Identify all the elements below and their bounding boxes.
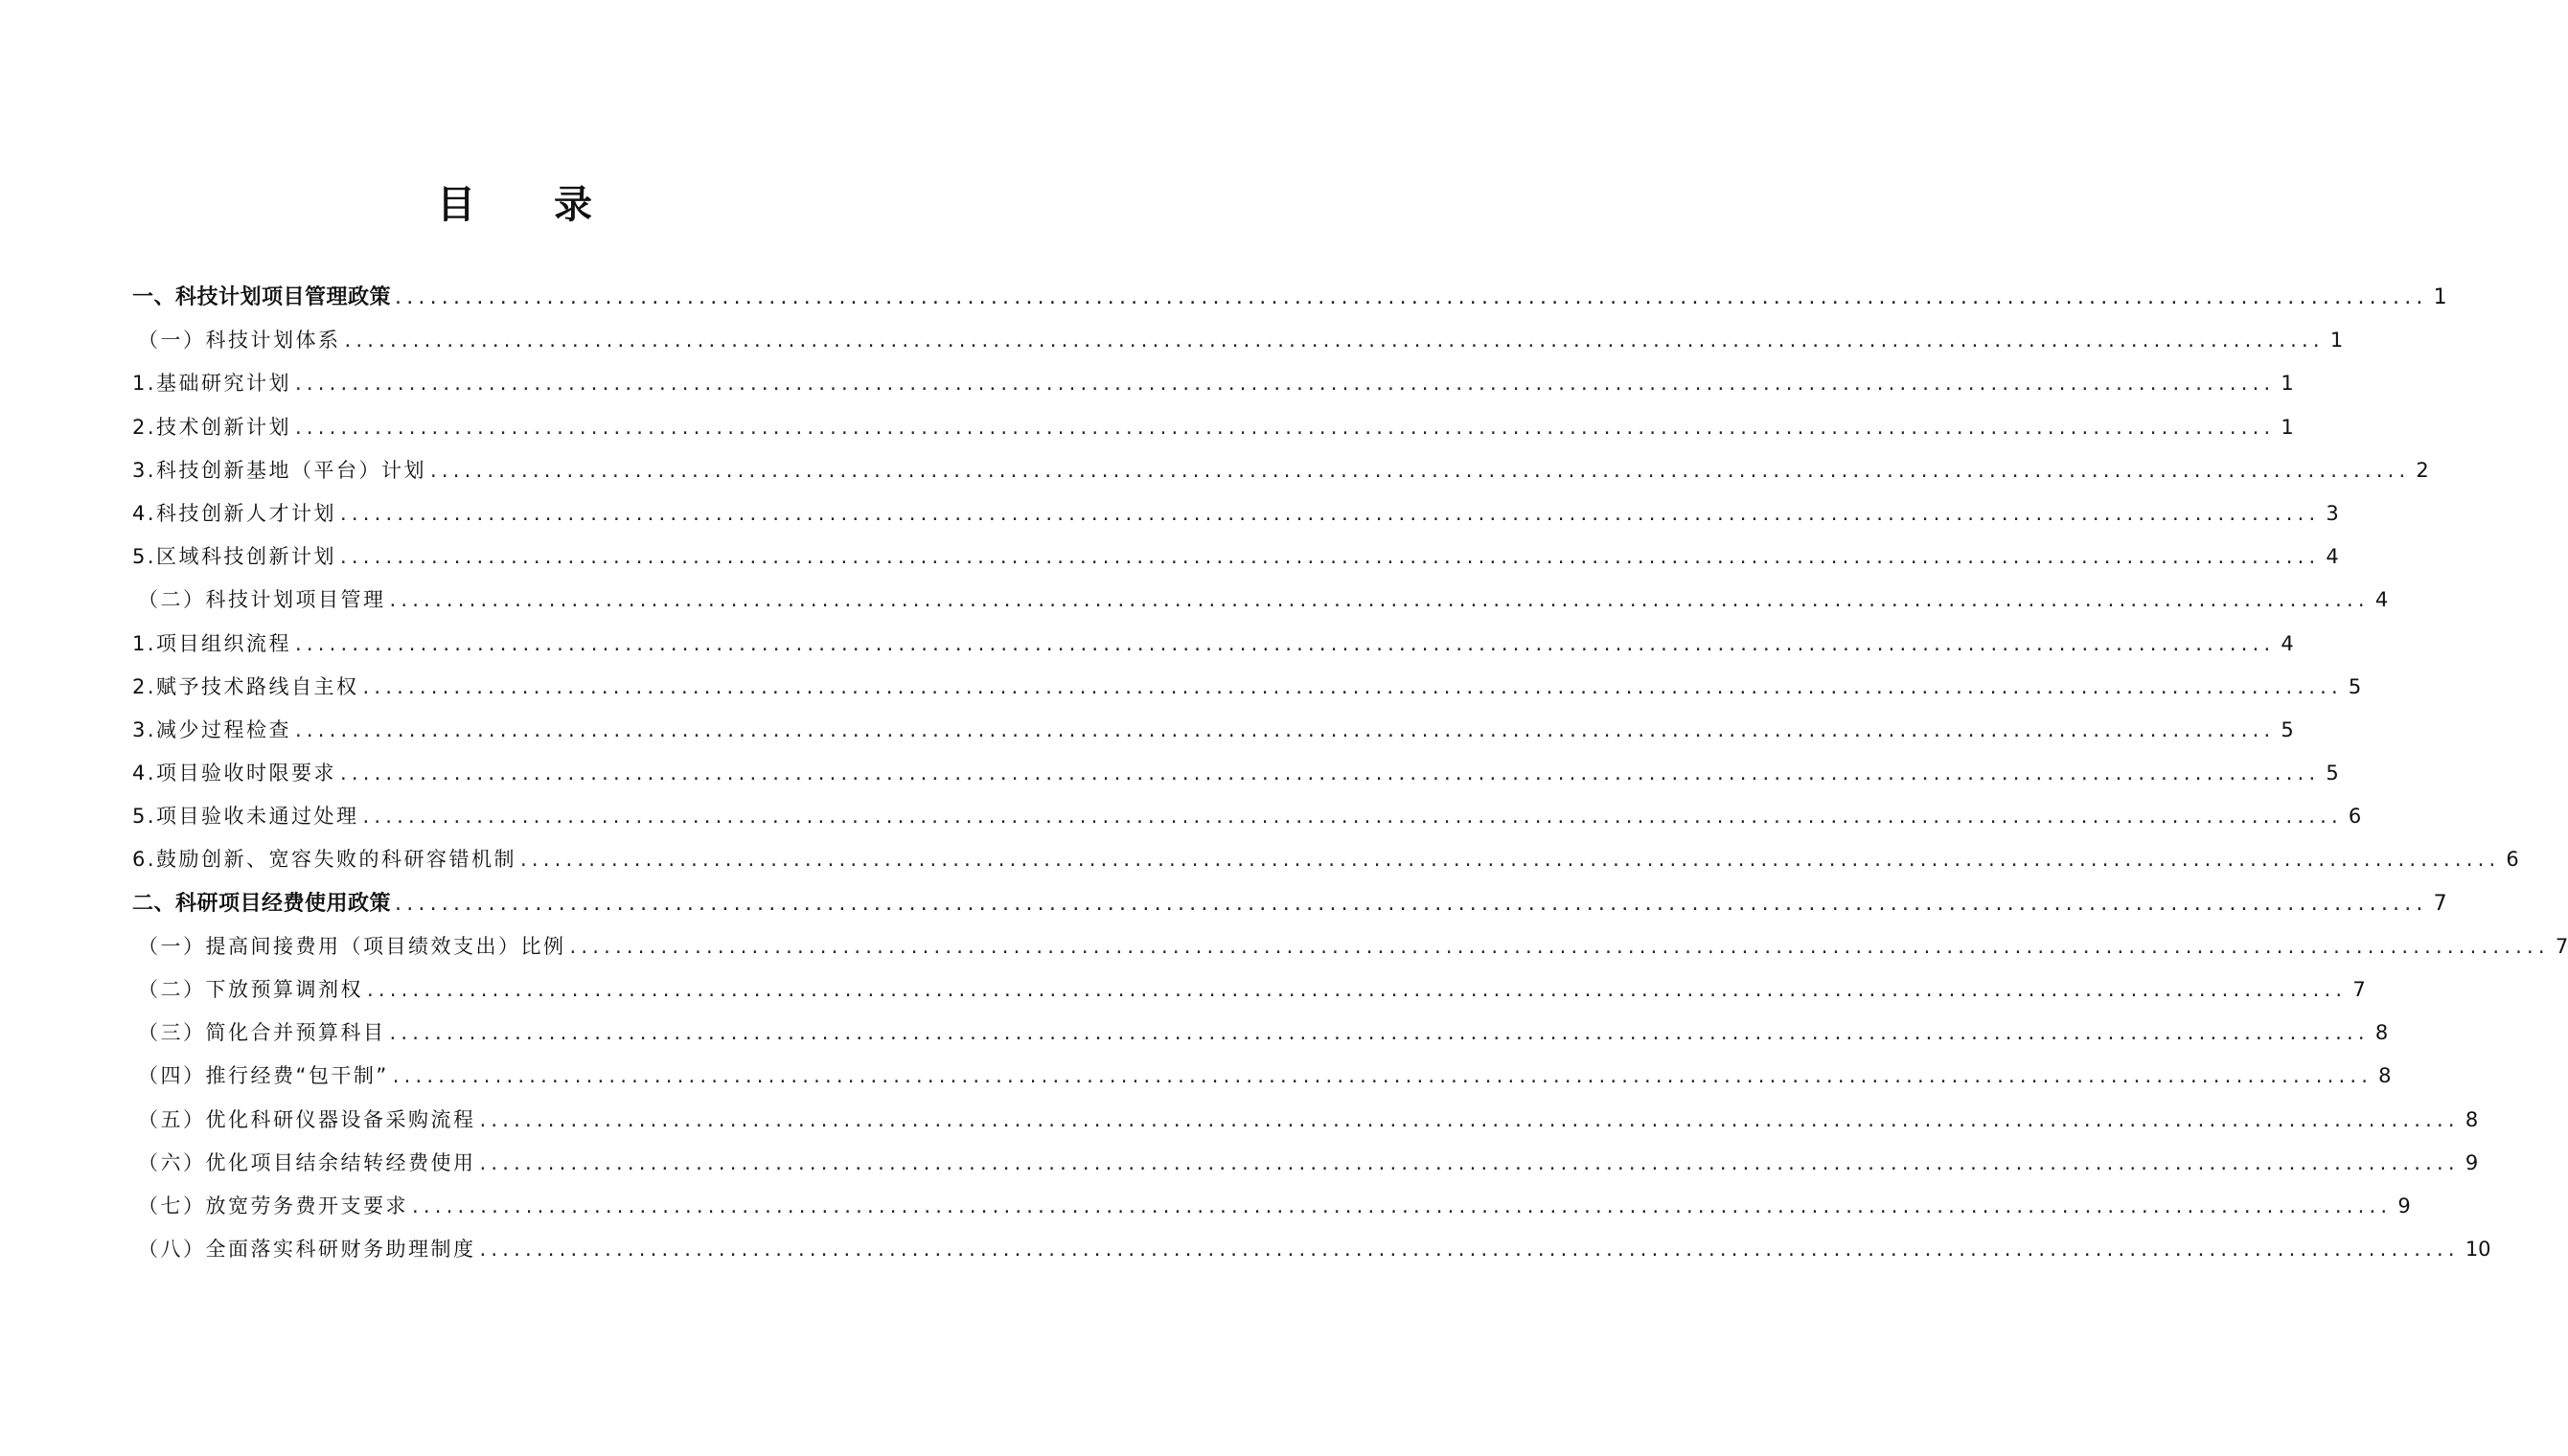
toc-page-number: 2 [2416, 458, 2429, 482]
toc-page-number: 8 [2378, 1064, 2392, 1088]
dot-leader: .............................................................................................................................................................................. [295, 631, 2276, 655]
toc-entry-label: 1.基础研究计划 [132, 372, 292, 396]
toc-entry-item[interactable] [132, 492, 2339, 535]
toc-entry-item[interactable] [132, 623, 2294, 666]
toc-entry-item[interactable] [132, 362, 2294, 405]
dot-leader: .............................................................................................................................................................................. [367, 978, 2348, 1001]
dot-leader: .............................................................................................................................................................................. [569, 934, 2550, 958]
toc-entry-subsection[interactable] [132, 968, 2366, 1012]
dot-leader: .............................................................................................................................................................................. [479, 1150, 2460, 1174]
toc-entry-label: （六）优化项目结余结转经费使用 [138, 1150, 476, 1174]
toc-page-number: 7 [2433, 891, 2447, 916]
toc-entry-item[interactable] [132, 406, 2294, 449]
toc-entry-section-2[interactable] [132, 882, 2447, 925]
toc-entry-label: 一、科技计划项目管理政策 [132, 285, 392, 309]
toc-page-number: 10 [2465, 1238, 2491, 1262]
toc-page-number: 5 [2326, 762, 2339, 785]
toc-page-number: 9 [2397, 1194, 2411, 1217]
dot-leader: .............................................................................................................................................................................. [479, 1107, 2460, 1131]
toc-entry-item[interactable] [132, 795, 2362, 838]
toc-entry-subsection[interactable] [132, 925, 2568, 968]
toc-entry-label: 4.科技创新人才计划 [132, 501, 337, 525]
toc-entry-label: 3.减少过程检查 [132, 717, 292, 741]
dot-leader: .............................................................................................................................................................................. [412, 1194, 2393, 1217]
toc-entry-label: （一）提高间接费用（项目绩效支出）比例 [138, 934, 566, 958]
toc-page-number: 1 [2281, 372, 2294, 396]
toc-page-number: 1 [2329, 329, 2344, 353]
dot-leader: .............................................................................................................................................................................. [362, 674, 2343, 698]
toc-entry-item[interactable] [132, 666, 2362, 709]
toc-page-number: 7 [2352, 978, 2366, 1001]
toc-entry-subsection[interactable] [132, 1228, 2491, 1271]
toc-page-number: 6 [2506, 848, 2519, 872]
toc-entry-label: 2.赋予技术路线自主权 [132, 674, 359, 698]
dot-leader: .............................................................................................................................................................................. [389, 588, 2370, 612]
toc-entry-label: （八）全面落实科研财务助理制度 [138, 1238, 476, 1262]
toc-entry-subsection[interactable] [132, 1142, 2479, 1185]
toc-entry-item[interactable] [132, 752, 2339, 795]
toc-page-number: 1 [2281, 415, 2294, 439]
dot-leader: .............................................................................................................................................................................. [340, 501, 2321, 525]
toc-entry-subsection[interactable] [132, 579, 2389, 622]
toc-entry-subsection[interactable] [132, 319, 2344, 362]
toc-entry-label: （七）放宽劳务费开支要求 [138, 1194, 408, 1217]
dot-leader: .............................................................................................................................................................................. [395, 891, 2428, 916]
toc-entry-item[interactable] [132, 709, 2294, 752]
dot-leader: .............................................................................................................................................................................. [340, 762, 2321, 785]
toc-page-number: 1 [2433, 285, 2447, 309]
toc-entry-label: （四）推行经费“包干制” [138, 1064, 389, 1088]
toc-page-number: 4 [2374, 588, 2389, 612]
dot-leader: .............................................................................................................................................................................. [295, 717, 2276, 741]
toc-entry-item[interactable] [132, 535, 2339, 579]
toc-entry-label: 5.项目验收未通过处理 [132, 805, 359, 829]
toc-entry-item[interactable] [132, 449, 2429, 492]
toc-entry-label: （五）优化科研仪器设备采购流程 [138, 1107, 476, 1131]
toc-entry-label: 6.鼓励创新、宽容失败的科研容错机制 [132, 848, 517, 872]
dot-leader: .............................................................................................................................................................................. [344, 329, 2325, 353]
toc-entry-subsection[interactable] [132, 1055, 2392, 1098]
dot-leader: .............................................................................................................................................................................. [520, 848, 2501, 872]
toc-entry-label: 4.项目验收时限要求 [132, 762, 337, 785]
toc-entry-label: 1.项目组织流程 [132, 631, 292, 655]
toc-page-number: 3 [2326, 501, 2339, 525]
toc-entry-label: 二、科研项目经费使用政策 [132, 891, 392, 916]
toc-page-number: 5 [2281, 717, 2294, 741]
toc-page-number: 8 [2374, 1021, 2389, 1045]
dot-leader: .............................................................................................................................................................................. [392, 1064, 2373, 1088]
dot-leader: .............................................................................................................................................................................. [389, 1021, 2370, 1045]
toc-entry-subsection[interactable] [132, 1185, 2411, 1228]
toc-page-number: 8 [2465, 1107, 2479, 1131]
toc-entry-label: 5.区域科技创新计划 [132, 545, 337, 569]
toc-entry-label: （二）下放预算调剂权 [138, 978, 363, 1001]
toc-entry-subsection[interactable] [132, 1099, 2479, 1142]
dot-leader: .............................................................................................................................................................................. [479, 1238, 2460, 1262]
toc-entry-label: 3.科技创新基地（平台）计划 [132, 458, 427, 482]
toc-page-number: 9 [2465, 1150, 2479, 1174]
toc-entry-section-1[interactable] [132, 276, 2447, 319]
dot-leader: .............................................................................................................................................................................. [295, 415, 2276, 439]
toc-entry-subsection[interactable] [132, 1012, 2389, 1055]
toc-entry-item[interactable] [132, 838, 2519, 881]
toc-page-number: 4 [2281, 631, 2294, 655]
page-title: 目 录 [437, 182, 625, 227]
dot-leader: .............................................................................................................................................................................. [430, 458, 2411, 482]
toc-entry-label: （三）简化合并预算科目 [138, 1021, 386, 1045]
toc-entry-label: （二）科技计划项目管理 [138, 588, 386, 612]
toc-page-number: 6 [2348, 805, 2362, 829]
table-of-contents [132, 276, 2568, 1271]
dot-leader: .............................................................................................................................................................................. [340, 545, 2321, 569]
toc-page-number: 5 [2348, 674, 2362, 698]
dot-leader: .............................................................................................................................................................................. [395, 285, 2428, 309]
toc-entry-label: （一）科技计划体系 [138, 329, 341, 353]
toc-page-number: 7 [2555, 934, 2568, 958]
dot-leader: .............................................................................................................................................................................. [295, 372, 2276, 396]
toc-page-number: 4 [2326, 545, 2339, 569]
dot-leader: .............................................................................................................................................................................. [362, 805, 2343, 829]
toc-entry-label: 2.技术创新计划 [132, 415, 292, 439]
